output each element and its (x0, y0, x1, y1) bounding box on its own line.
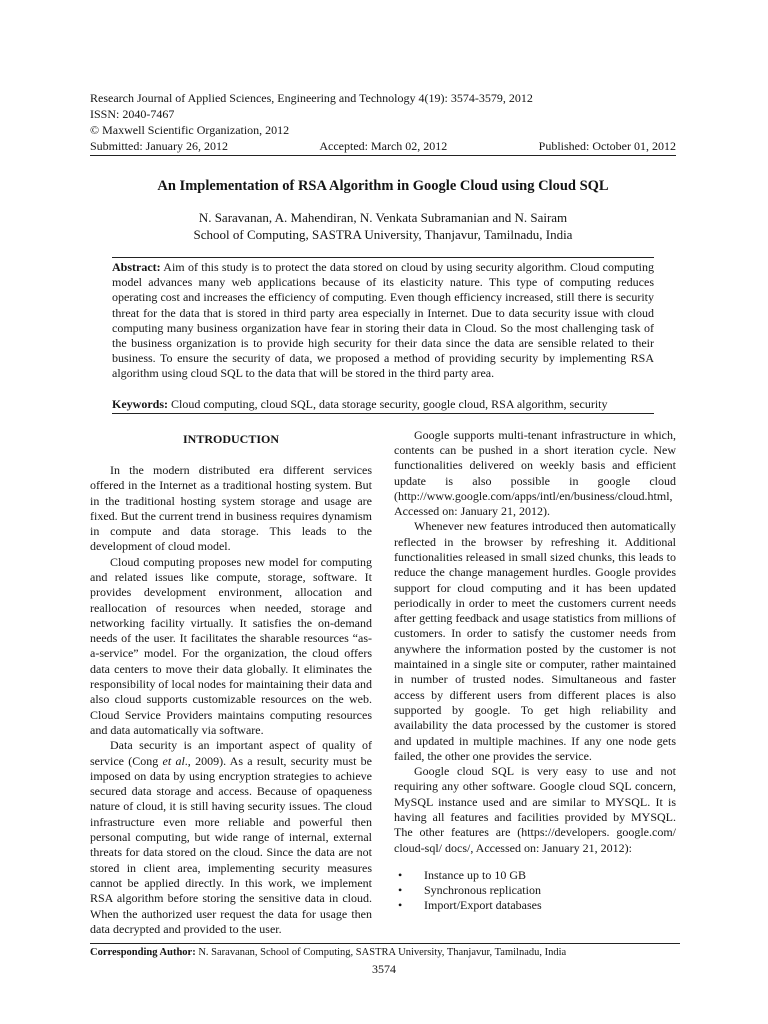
copyright: © Maxwell Scientific Organization, 2012 (90, 123, 290, 137)
list-item (394, 868, 676, 883)
section-heading-introduction: INTRODUCTION (182, 431, 279, 446)
paragraph: In the modern distributed era different services offered in the Internet as a traditional hosting system. But in the traditional hosting system storage and usage are fixed. But the current trend in business requires dynamism in compute and data storage. This leads to the development of cloud model. (90, 462, 372, 554)
citation-etal: et al (162, 753, 185, 768)
paragraph (90, 738, 372, 937)
issn: ISSN: 2040-7467 (90, 107, 175, 121)
page-number: 3574 (372, 962, 396, 976)
abstract-top-rule (112, 257, 654, 258)
left-column (90, 428, 372, 938)
abstract-label: Abstract: (112, 260, 161, 274)
authors: N. Saravanan, A. Mahendiran, N. Venkata Subramanian and N. Sairam (198, 210, 568, 225)
keywords (112, 396, 654, 413)
bullet-icon: • (398, 897, 403, 912)
footer-label: Corresponding Author: (90, 947, 196, 958)
paragraph-text: ., 2009). As a result, security must be imposed on data by using encryption strategies to achieve secured data storage and access. Because of opaqueness nature of cloud, it is still having security issues. The cloud infrastructure even more reliable and powerful then personal computing, but wide range of internal, external threats for data stored on the cloud. Since the data are not stored in client area, implementing security measures cannot be applied directly. In this work, we implement RSA algorithm before storing the sensitive data in cloud. When the authorized user request the data for usage then data decrypted and provided to the user. (90, 753, 372, 936)
keywords-label: Keywords: (112, 396, 168, 411)
author-block (90, 209, 676, 243)
list-item-text: Instance up to 10 GB (424, 867, 526, 882)
abstract-bottom-rule (112, 413, 654, 414)
footer-text: N. Saravanan, School of Computing, SASTRA University, Thanjavur, Tamilnadu, India (195, 947, 567, 958)
abstract-text: Aim of this study is to protect the data stored on cloud by using security algorithm. Cloud computing model advances many web applications because of its elasticity nature. This type of computing reduces operating cost and increases the efficiency of computing. Even though efficiency increased, still there is security threat for the data that is stored in third party area especially in Internet. Due to data security issue with cloud computing many business organization have fear in storing their data in Cloud. So the most challenging task of the business organization is to provide high security for their data since the data are sensible related to their business. To ensure the security of data, we proposed a method of providing security by implementing RSA algorithm using cloud SQL to the data that will be stored in the third party area. (112, 260, 654, 381)
corresponding-author-footer (90, 943, 680, 960)
abstract-box (112, 257, 654, 414)
bullet-icon: • (398, 882, 403, 897)
paragraph: Cloud computing proposes new model for computing and related issues like compute, storage, software. It provides development environment, allocation and reallocation of resources when needed, storage and networking facility virtually. It satisfies the on-demand needs of the user. It facilitates the sharable resources “as-a-service” model. For the organization, the cloud offers data centers to move their data globally. It eliminates the responsibility of local nodes for maintaining their data and also cloud supports customizable resources on the web. Cloud Service Providers maintains computing resources and data automatically via software. (90, 554, 372, 737)
paragraph: Google cloud SQL is very easy to use and not requiring any other software. Google cloud SQL concern, MySQL instance used and are similar to MYSQL. It is having all features and facilities provided by MYSQL. The other features are (https://developers. google.com/ cloud-sql/ docs/, Accessed on: January 21, 2012): (394, 764, 676, 855)
list-item (394, 883, 676, 898)
bullet-icon: • (398, 867, 403, 882)
paragraph: Whenever new features introduced then automatically reflected in the browser by refreshing it. Additional functionalities released in small sized chunks, this leads to reduce the change management hurdles. Google provides support for cloud computing and it has been updated periodically in order to meet the customers current needs after getting feedback and usage statistics from millions of customers. In order to satisfy the customer needs from anywhere the information posted by the customer is not maintained in a single site or computer, rather maintained in number of trusted nodes. Simultaneous and faster access by different users from different places is also supported by google. To get high reliability and availability the data processed by the customer is stored and updated in multiple machines. If any one node gets failed, the other one provides the service. (394, 519, 676, 763)
list-item-text: Synchronous replication (424, 882, 541, 897)
list-item-text: Import/Export databases (424, 897, 542, 912)
feature-list (394, 868, 676, 913)
paragraph-text: Data security is an important aspect of quality of service (Cong (90, 738, 372, 768)
paper-title: An Implementation of RSA Algorithm in Google Cloud using Cloud SQL (157, 178, 609, 194)
journal-citation: Research Journal of Applied Sciences, Engineering and Technology 4(19): 3574-3579, 2012 (90, 91, 533, 105)
keywords-text: Cloud computing, cloud SQL, data storage security, google cloud, RSA algorithm, security (168, 396, 608, 411)
affiliation: School of Computing, SASTRA University, Thanjavur, Tamilnadu, India (193, 227, 573, 242)
journal-header (90, 90, 676, 156)
paper-page (90, 90, 676, 937)
published-date: Published: October 01, 2012 (538, 139, 676, 153)
paragraph: Google supports multi-tenant infrastructure in which, contents can be pushed in a short iteration cycle. New functionalities delivered on weekly basis and efficient update is also possible in google cloud (http://www.google.com/apps/intl/en/business/cloud.html, Accessed on: January 21, 2012). (394, 427, 676, 519)
list-item (394, 898, 676, 913)
dates-line (90, 138, 676, 156)
submitted-date: Submitted: January 26, 2012 (90, 139, 228, 153)
accepted-date: Accepted: March 02, 2012 (319, 139, 448, 153)
abstract (112, 260, 654, 382)
body-columns (90, 428, 676, 938)
right-column (394, 428, 676, 938)
